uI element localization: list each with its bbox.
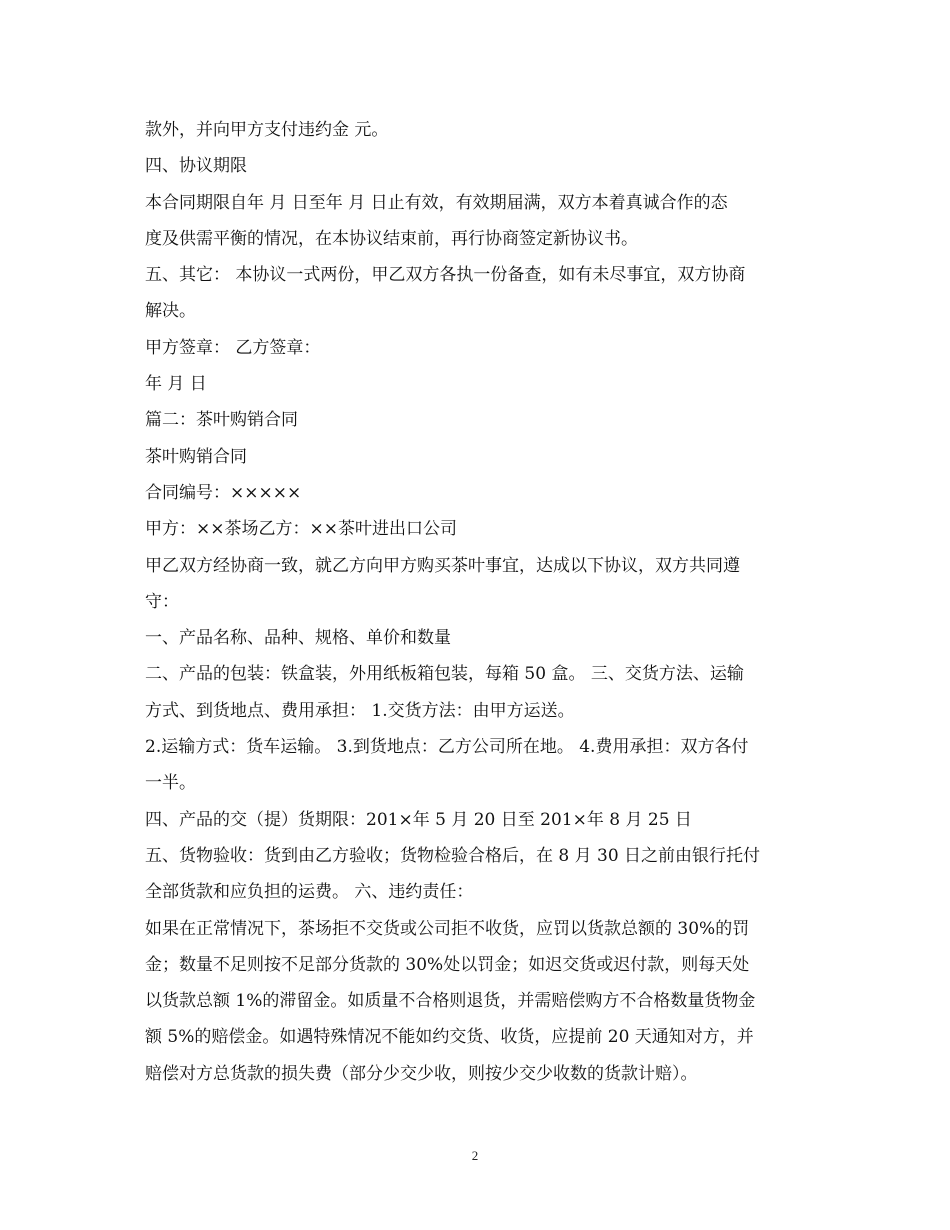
text-line: 方式、到货地点、费用承担： 1.交货方法：由甲方运送。 — [145, 700, 575, 721]
text-line: 2.运输方式：货车运输。 3.到货地点：乙方公司所在地。 4.费用承担：双方各付 — [145, 737, 749, 758]
text-line: 额 5%的赔偿金。如遇特殊情况不能如约交货、收货，应提前 20 天通知对方，并 — [145, 1027, 754, 1048]
text-line: 金；数量不足则按不足部分货款的 30%处以罚金；如迟交货或迟付款，则每天处 — [145, 954, 750, 975]
text-line: 甲乙双方经协商一致，就乙方向甲方购买茶叶事宜，达成以下协议，双方共同遵 — [145, 555, 740, 576]
text-line: 度及供需平衡的情况，在本协议结束前，再行协商签定新协议书。 — [145, 228, 638, 249]
text-line: 全部货款和应负担的运费。 六、违约责任： — [145, 882, 474, 903]
contract-title: 茶叶购销合同 — [145, 446, 247, 467]
text-line: 解决。 — [145, 301, 196, 322]
text-line: 以货款总额 1%的滞留金。如质量不合格则退货，并需赔偿购方不合格数量货物金 — [145, 991, 756, 1012]
parties-line: 甲方：××茶场乙方：××茶叶进出口公司 — [145, 519, 457, 540]
clause-line: 一、产品名称、品种、规格、单价和数量 — [145, 628, 451, 649]
text-line: 五、其它： 本协议一式两份，甲乙双方各执一份备查，如有未尽事宜，双方协商 — [145, 265, 746, 286]
text-line: 本合同期限自年 月 日至年 月 日止有效，有效期届满，双方本着真诚合作的态 — [145, 192, 728, 213]
text-line: 守： — [145, 591, 179, 612]
clause-line: 四、产品的交（提）货期限：201×年 5 月 20 日至 201×年 8 月 25 日 — [145, 809, 692, 830]
date-line: 年 月 日 — [145, 374, 207, 395]
contract-number: 合同编号：××××× — [145, 482, 302, 503]
document-body — [145, 112, 810, 1092]
section-heading: 篇二：茶叶购销合同 — [145, 410, 298, 431]
section-heading: 四、协议期限 — [145, 156, 247, 177]
clause-line: 二、产品的包装：铁盒装，外用纸板箱包装，每箱 50 盒。 三、交货方法、运输 — [145, 664, 744, 685]
text-line: 一半。 — [145, 773, 196, 794]
page-number: 2 — [471, 1148, 479, 1163]
text-line: 款外，并向甲方支付违约金 元。 — [145, 120, 389, 140]
text-line: 如果在正常情况下，茶场拒不交货或公司拒不收货，应罚以货款总额的 30%的罚 — [145, 918, 750, 939]
clause-line: 五、货物验收：货到由乙方验收；货物检验合格后，在 8 月 30 日之前由银行托付 — [145, 845, 761, 866]
signature-line: 甲方签章： 乙方签章： — [145, 337, 321, 358]
text-line: 赔偿对方总货款的损失费（部分少交少收，则按少交少收数的货款计赔）。 — [145, 1063, 698, 1084]
